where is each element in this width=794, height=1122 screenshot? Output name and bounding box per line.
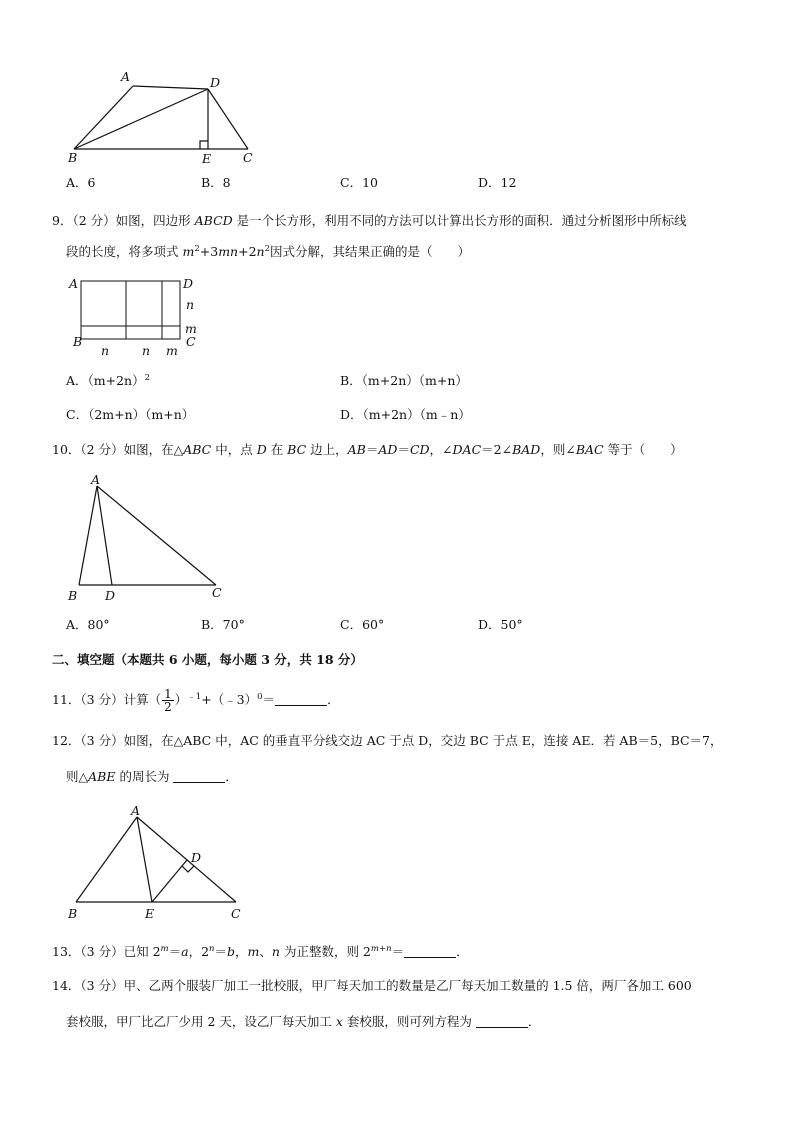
q13-text: ＝: [168, 944, 182, 959]
q12-text: ．: [225, 769, 238, 784]
q13-var: m: [247, 944, 260, 959]
q14-number: 14．: [52, 978, 81, 993]
q10-text: 在: [266, 442, 288, 457]
q13-stem: [52, 943, 469, 961]
q11-text: +（﹣3）: [201, 692, 258, 707]
q9-option-d[interactable]: D．（m+2n）（m﹣n）: [340, 407, 471, 422]
q10-label-a: A: [91, 472, 101, 487]
q12-label-e: E: [145, 906, 155, 921]
q9-label-a: A: [69, 276, 79, 291]
q12-segment-ab: [76, 817, 137, 902]
q13-text: ．: [456, 944, 469, 959]
q10-option-a[interactable]: A．80°: [66, 617, 110, 632]
q9-var: m: [182, 244, 195, 259]
q13-exp: n: [209, 944, 215, 954]
q12-segment-ae: [137, 817, 152, 902]
q10-label-b: B: [68, 588, 78, 603]
q9-label-n2: n: [142, 343, 151, 358]
q9-text: 是一个长方形，利用不同的方法可以计算出长方形的面积．通过分析图形中所标线: [232, 213, 687, 228]
q14-text: 套校服，甲厂比乙厂少用 2 天，设乙厂每天加工: [66, 1014, 336, 1029]
q12-label-a: A: [131, 803, 141, 818]
q13-exp: m: [160, 944, 169, 954]
q10-option-b[interactable]: B．70°: [201, 617, 245, 632]
q9-label-d: D: [183, 276, 194, 291]
q13-text: 已知 2: [123, 944, 161, 959]
q14-text: 套校服，则可列方程为: [342, 1014, 476, 1029]
q9-var: mn: [218, 244, 239, 259]
q13-text: ，2: [188, 944, 210, 959]
q10-text: 边上，: [306, 442, 348, 457]
q8-option-d[interactable]: D．12: [478, 175, 517, 190]
q14-text: 甲、乙两个服装厂加工一批校服，甲厂每天加工的数量是乙厂每天加工数量的 1.5 倍，两厂各加工 600: [123, 978, 692, 993]
section2-title: 二、填空题（本题共 6 小题，每小题 3 分，共 18 分）: [52, 652, 363, 667]
q9-text: +2: [238, 244, 257, 259]
q10-text: 等于（ ）: [603, 442, 683, 457]
q10-var: D: [256, 442, 267, 457]
q10-var: BAD: [512, 442, 541, 457]
q13-exp: m+n: [370, 944, 392, 954]
q11-numerator: 1: [164, 687, 172, 701]
q12-text: 如图，在△ABC 中，AC 的垂直平分线交边 AC 于点 D，交边 BC 于点 E，连接 AE．若 AB＝5，BC＝7，: [123, 733, 723, 748]
q9-option-b[interactable]: B．（m+2n）（m+n）: [340, 373, 468, 388]
q9-exp: 2: [264, 244, 271, 254]
q13-text: ，: [235, 944, 248, 959]
q14-score: （3 分）: [80, 978, 124, 993]
q10-text: ＝2∠: [481, 442, 513, 457]
q13-text: 、: [259, 944, 272, 959]
q9-label-m-bottom: m: [166, 343, 178, 358]
q9-option-a-text: A．（m+2n）: [66, 373, 145, 388]
q14-stem-line1: [52, 977, 692, 995]
q11-denominator: 2: [164, 700, 172, 714]
q10-label-d: D: [105, 588, 116, 603]
q10-var: AD: [378, 442, 398, 457]
q9-var: n: [256, 244, 265, 259]
q14-stem-line2: [66, 1013, 540, 1031]
q13-text: 为正整数，则 2: [279, 944, 371, 959]
q10-var: ABC: [183, 442, 212, 457]
q11-text: ）: [174, 692, 188, 707]
q10-text: ，∠: [429, 442, 453, 457]
q8-option-c[interactable]: C．10: [340, 175, 378, 190]
q12-number: 12．: [52, 733, 81, 748]
q11-exp: 0: [257, 692, 263, 702]
q13-score: （3 分）: [80, 944, 124, 959]
q11-text: ．: [327, 692, 340, 707]
q9-text: 如图，四边形: [115, 213, 195, 228]
q13-text: ＝: [391, 944, 405, 959]
q9-label-b: B: [73, 334, 83, 349]
q12-var: ABE: [88, 769, 116, 784]
q10-option-c[interactable]: C．60°: [340, 617, 385, 632]
q9-abcd: ABCD: [194, 213, 233, 228]
q13-text: ＝: [214, 944, 228, 959]
q10-text: ＝: [365, 442, 379, 457]
q10-number: 10．: [52, 442, 81, 457]
q8-label-e: E: [202, 151, 212, 166]
q9-label-c: C: [186, 334, 196, 349]
q10-text: ＝: [397, 442, 410, 457]
q8-label-c: C: [243, 150, 253, 165]
q10-text: ，则∠: [540, 442, 576, 457]
q13-var: b: [227, 944, 236, 959]
q9-option-a-exp: 2: [144, 373, 151, 383]
q10-score: （2 分）: [80, 442, 124, 457]
q14-answer-blank[interactable]: [476, 1014, 528, 1028]
q13-answer-blank[interactable]: [404, 944, 456, 958]
q9-text: 段的长度，将多项式: [66, 244, 183, 259]
q11-text: ＝: [262, 692, 276, 707]
q10-text: 中，点: [211, 442, 257, 457]
q12-right-angle-mark: [182, 866, 194, 872]
q9-label-n1: n: [101, 343, 110, 358]
q10-text: 如图，在△: [123, 442, 184, 457]
q9-text: +3: [199, 244, 219, 259]
q12-label-b: B: [68, 906, 78, 921]
q9-label-m-side: m: [185, 321, 197, 336]
q12-text: 则△: [66, 769, 89, 784]
q12-score: （3 分）: [80, 733, 124, 748]
q8-option-a[interactable]: A．6: [66, 175, 96, 190]
q9-exp: 2: [194, 244, 200, 254]
q8-option-b[interactable]: B．8: [201, 175, 231, 190]
q12-label-d: D: [191, 850, 202, 865]
q10-label-c: C: [212, 585, 222, 600]
q9-text: 因式分解，其结果正确的是（ ）: [270, 244, 471, 259]
q11-score: （3 分）: [80, 692, 124, 707]
q9-label-n-side: n: [186, 297, 195, 312]
q12-segment-ac: [137, 817, 236, 902]
q14-var: x: [335, 1014, 343, 1029]
q13-number: 13．: [52, 944, 81, 959]
q9-option-c[interactable]: C．（2m+n）（m+n）: [66, 407, 195, 422]
q8-label-a: A: [121, 69, 131, 84]
q10-var: CD: [409, 442, 430, 457]
q11-number: 11．: [52, 692, 81, 707]
q10-var: BAC: [575, 442, 604, 457]
q11-exp: ﹣1: [187, 692, 202, 702]
q8-label-d: D: [210, 75, 221, 90]
q10-option-d[interactable]: D．50°: [478, 617, 523, 632]
q10-var: DAC: [452, 442, 482, 457]
q8-label-b: B: [68, 150, 78, 165]
q10-var: BC: [287, 442, 307, 457]
q9-score: （2 分）: [72, 213, 116, 228]
q14-text: ．: [527, 1014, 541, 1029]
q11-text: 计算（: [123, 692, 162, 707]
q13-var: n: [271, 944, 280, 959]
q9-number: 9．: [52, 213, 73, 228]
q10-var: AB: [347, 442, 366, 457]
q12-text: 的周长为: [115, 769, 174, 784]
q12-label-c: C: [231, 906, 241, 921]
q13-var: a: [181, 944, 189, 959]
